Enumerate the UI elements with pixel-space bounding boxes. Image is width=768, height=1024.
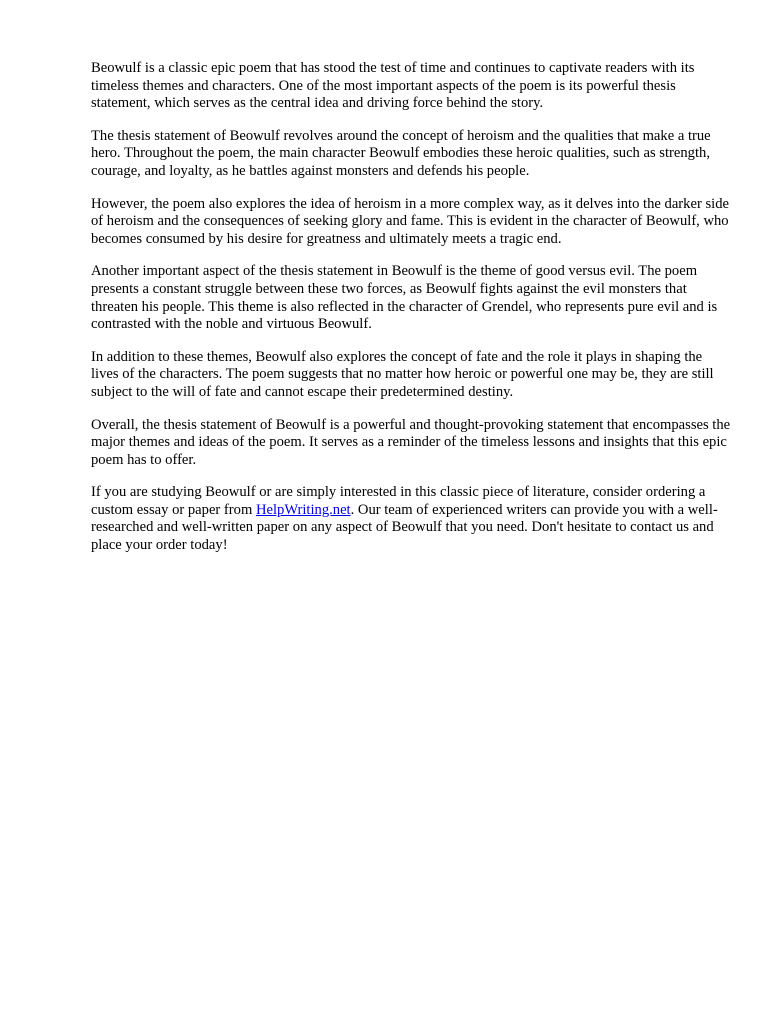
paragraph-closing <box>91 484 731 554</box>
document-body <box>91 60 731 555</box>
paragraph-overall: Overall, the thesis statement of Beowulf is a powerful and thought-provoking statement that encompasses the major themes and ideas of the poem. It serves as a reminder of the timeless lessons and insights that this epic poem has to offer. <box>91 416 731 468</box>
closing-text-before-link: If you are studying Beowulf or are simply interested in this classic piece of literature, consider ordering a custom essay or paper from <box>91 484 706 518</box>
paragraph-fate: In addition to these themes, Beowulf also explores the concept of fate and the role it plays in shaping the lives of the characters. The poem suggests that no matter how heroic or powerful one may be, they are still subject to the will of fate and cannot escape their predetermined destiny. <box>91 348 714 400</box>
closing-text-after-link: . Our team of experienced writers can provide you with a well-researched and well-written paper on any aspect of Beowulf that you need. Don't hesitate to contact us and place your order today! <box>91 501 718 554</box>
paragraph-intro: Beowulf is a classic epic poem that has stood the test of time and continues to captivate readers with its timeless themes and characters. One of the most important aspects of the poem is its powerful thesis statement, which serves as the central idea and driving force behind the story. <box>91 60 695 112</box>
paragraph-complex-heroism: However, the poem also explores the idea of heroism in a more complex way, as it delves into the darker side of heroism and the consequences of seeking glory and fame. This is evident in the character of Beowulf, who becomes consumed by his desire for greatness and ultimately meets a tragic end. <box>91 195 729 247</box>
paragraph-good-vs-evil: Another important aspect of the thesis statement in Beowulf is the theme of good versus evil. The poem presents a constant struggle between these two forces, as Beowulf fights against the evil monsters that threaten his people. This theme is also reflected in the character of Grendel, who represents pure evil and is contrasted with the noble and virtuous Beowulf. <box>91 263 718 333</box>
paragraph-heroism: The thesis statement of Beowulf revolves around the concept of heroism and the qualities that make a true hero. Throughout the poem, the main character Beowulf embodies these heroic qualities, such as strength, courage, and loyalty, as he battles against monsters and defends his people. <box>91 127 711 179</box>
helpwriting-link[interactable]: HelpWriting.net <box>255 501 351 518</box>
